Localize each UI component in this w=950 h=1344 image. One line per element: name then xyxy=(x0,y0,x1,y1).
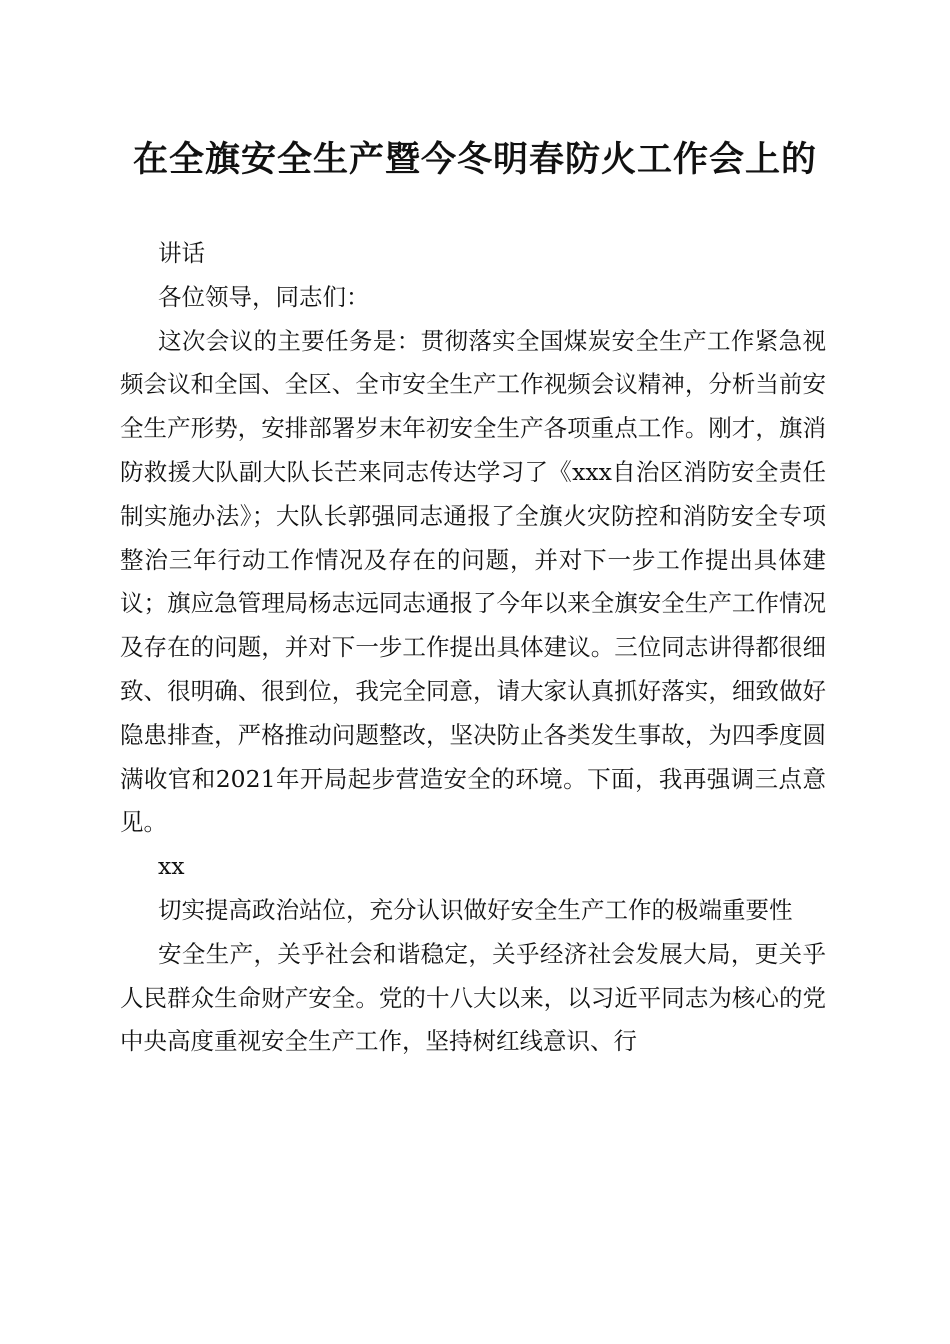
paragraph-speech-label: 讲话 xyxy=(158,239,205,267)
document-body xyxy=(120,232,826,1064)
document-title: 在全旗安全生产暨今冬明春防火工作会上的 xyxy=(132,139,817,180)
paragraph-body: 安全生产，关乎社会和谐稳定，关乎经济社会发展大局，更关乎人民群众生命财产安全。党的十八大以来，以习近平同志为核心的党中央高度重视安全生产工作，坚持树红线意识、行 xyxy=(120,939,826,1056)
section-heading: 切实提高政治站位，充分认识做好安全生产工作的极端重要性 xyxy=(158,895,793,924)
paragraph-section-number: xx xyxy=(158,852,185,881)
paragraph-intro: 这次会议的主要任务是：贯彻落实全国煤炭安全生产工作紧急视频会议和全国、全区、全市安全生产工作视频会议精神，分析当前安全生产形势，安排部署岁末年初安全生产各项重点工作。刚才，旗消防救援大队副大队长芒来同志传达学习了《xxx自治区消防安全责任制实施办法》；大队长郭强同志通报了全旗火灾防控和消防安全专项整治三年行动工作情况及存在的问题，并对下一步工作提出具体建议；旗应急管理局杨志远同志通报了今年以来全旗安全生产工作情况及存在的问题，并对下一步工作提出具体建议。三位同志讲得都很细致、很明确、很到位，我完全同意，请大家认真抓好落实，细致做好隐患排查，严格推动问题整改，坚决防止各类发生事故，为四季度圆满收官和2021年开局起步营造安全的环境。下面，我再强调三点意见。 xyxy=(120,326,826,837)
paragraph-salutation: 各位领导，同志们： xyxy=(158,282,370,311)
